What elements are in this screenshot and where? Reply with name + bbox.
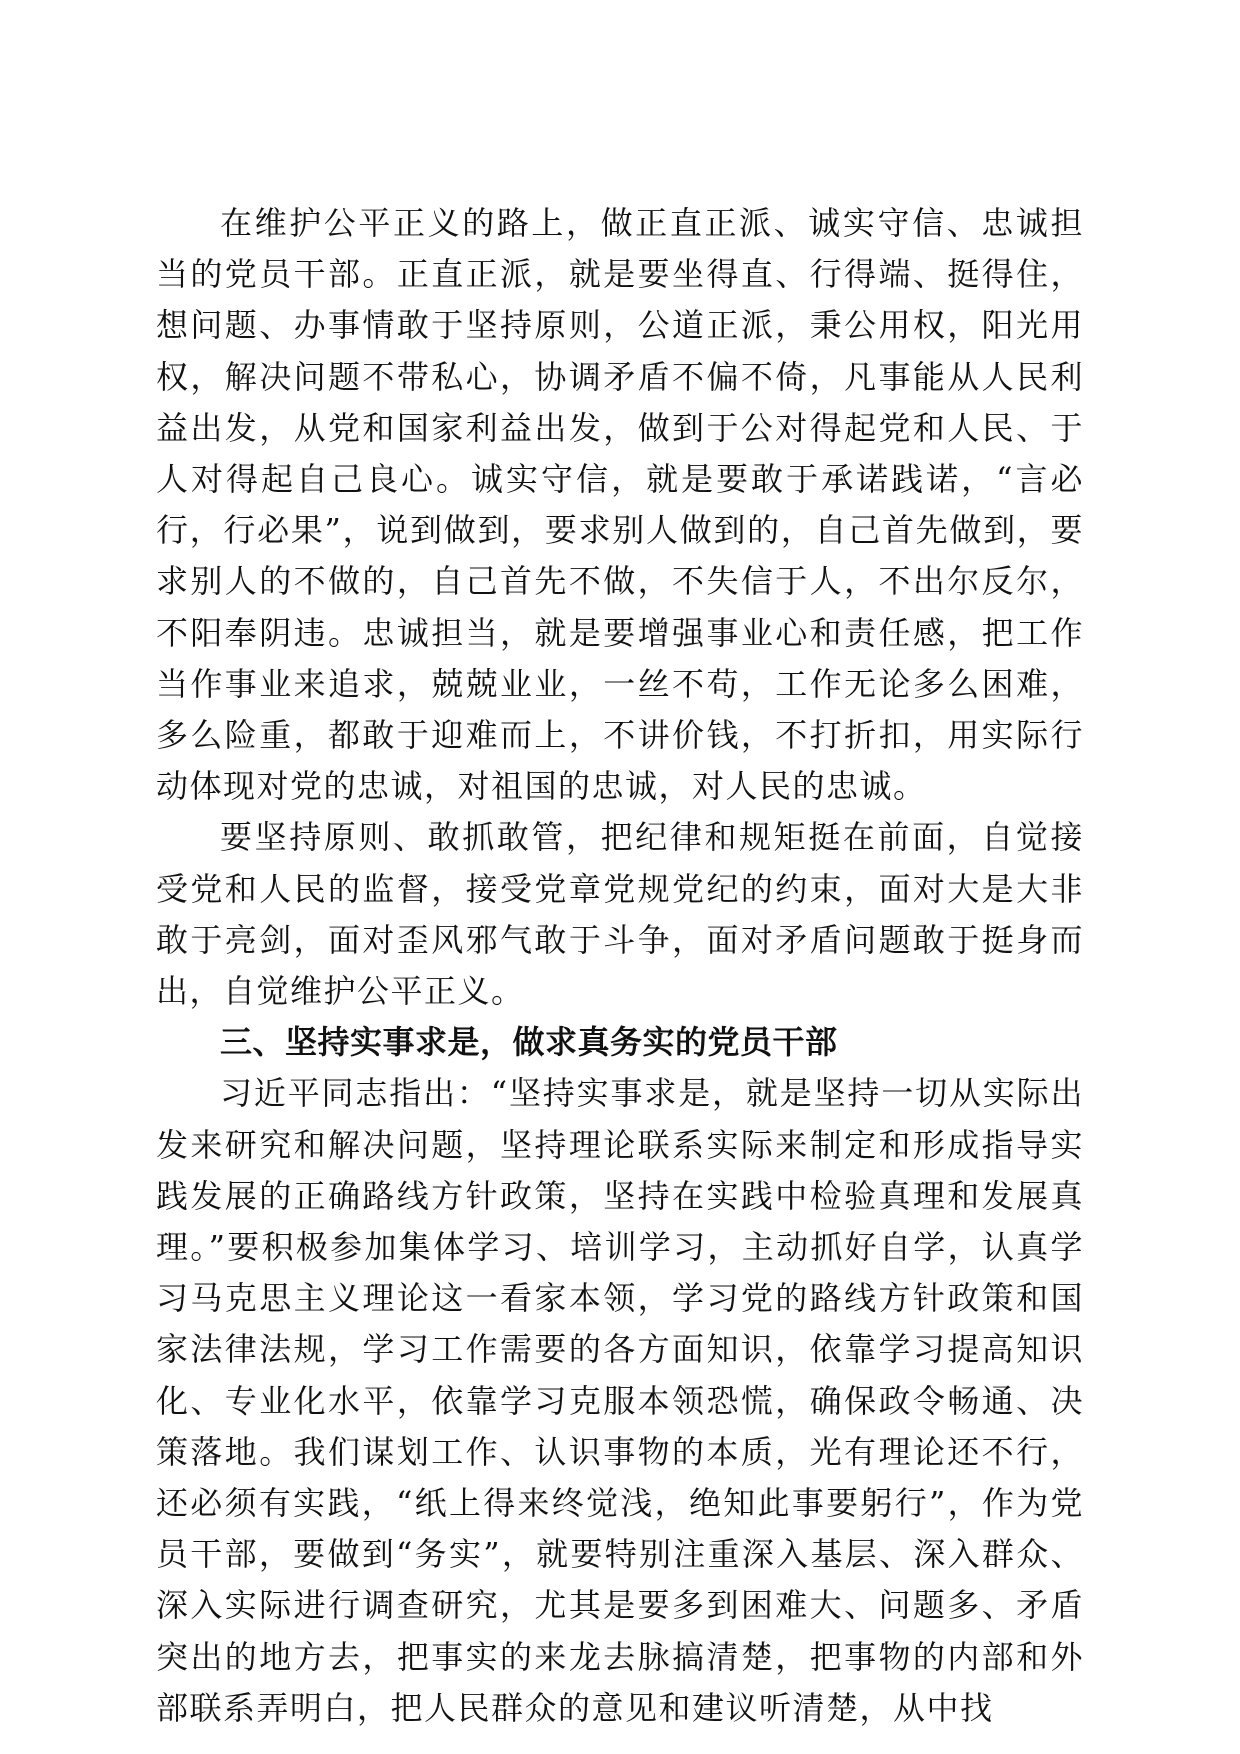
paragraph-fairness-integrity: 在维护公平正义的路上，做正直正派、诚实守信、忠诚担当的党员干部。正直正派，就是要坐得直、行得端、挺得住，想问题、办事情敢于坚持原则，公道正派，秉公用权，阳光用权，解决问题不带私心，协调矛盾不偏不倚，凡事能从人民利益出发，从党和国家利益出发，做到于公对得起党和人民、于人对得起自己良心。诚实守信，就是要敢于承诺践诺，“言必行，行必果”，说到做到，要求别人做到的，自己首先做到，要求别人的不做的，自己首先不做，不失信于人，不出尔反尔，不阳奉阴违。忠诚担当，就是要增强事业心和责任感，把工作当作事业来追求，兢兢业业，一丝不苟，工作无论多么困难，多么险重，都敢于迎难而上，不讲价钱，不打折扣，用实际行动体现对党的忠诚，对祖国的忠诚，对人民的忠诚。 — [156, 204, 1084, 806]
section-heading-seek-truth: 三、坚持实事求是，做求真务实的党员干部 — [220, 1023, 838, 1062]
document-body — [156, 198, 1084, 1734]
paragraph-seek-truth-from-facts: 习近平同志指出：“坚持实事求是，就是坚持一切从实际出发来研究和解决问题，坚持理论联系实际来制定和形成指导实践发展的正确路线方针政策，坚持在实践中检验真理和发展真理。”要积极参加集体学习、培训学习，主动抓好自学，认真学习马克思主义理论这一看家本领，学习党的路线方针政策和国家法律法规，学习工作需要的各方面知识，依靠学习提高知识化、专业化水平，依靠学习克服本领恐慌，确保政令畅通、决策落地。我们谋划工作、认识事物的本质，光有理论还不行，还必须有实践，“纸上得来终觉浅，绝知此事要躬行”，作为党员干部，要做到“务实”，就要特别注重深入基层、深入群众、深入实际进行调查研究，尤其是要多到困难大、问题多、矛盾突出的地方去，把事实的来龙去脉搞清楚，把事物的内部和外部联系弄明白，把人民群众的意见和建议听清楚，从中找 — [156, 1074, 1084, 1727]
paragraph-principles-supervision: 要坚持原则、敢抓敢管，把纪律和规矩挺在前面，自觉接受党和人民的监督，接受党章党规党纪的约束，面对大是大非敢于亮剑，面对歪风邪气敢于斗争，面对矛盾问题敢于挺身而出，自觉维护公平正义。 — [156, 818, 1084, 1011]
